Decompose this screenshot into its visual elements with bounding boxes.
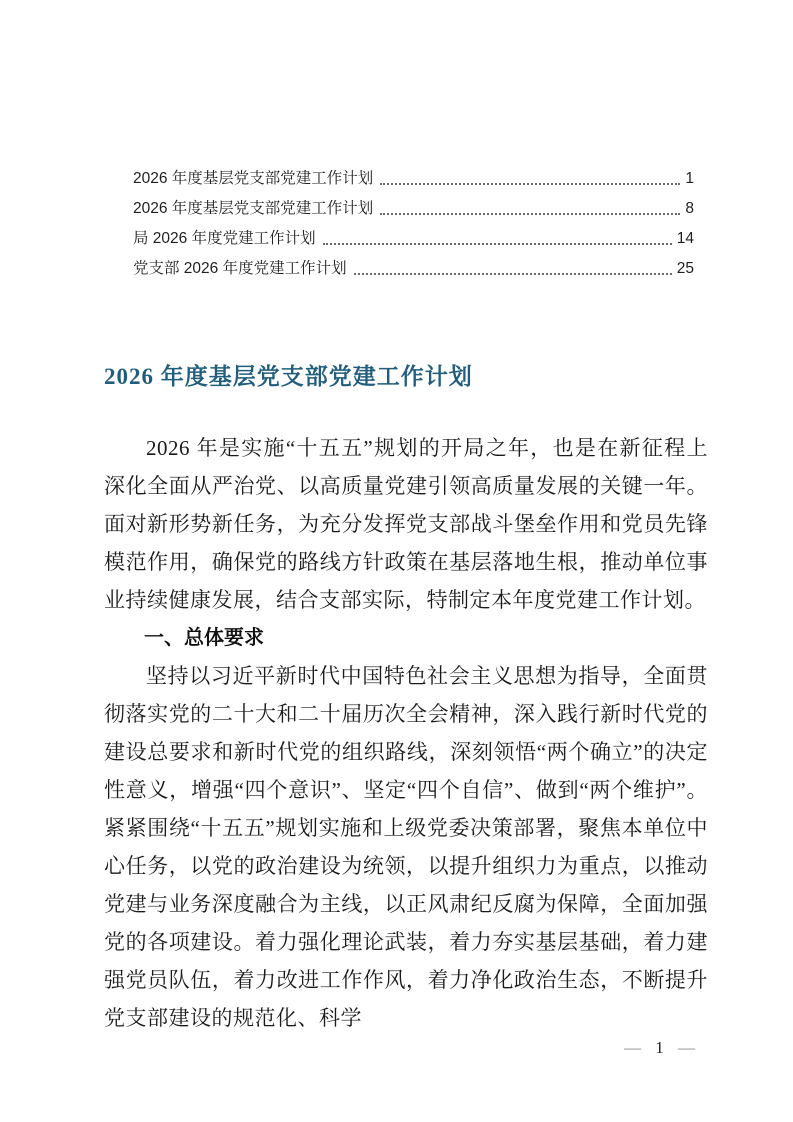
toc-page-number: 25 [676,260,694,277]
page-footer [624,1036,695,1060]
table-of-contents [133,164,694,284]
toc-entry[interactable] [133,164,694,194]
footer-dash-right: — [678,1038,695,1057]
intro-paragraph: 2026 年是实施“十五五”规划的开局之年，也是在新征程上深化全面从严治党、以高质量党建引领高质量发展的关键一年。面对新形势新任务，为充分发挥党支部战斗堡垒作用和党员先锋模范作用，确保党的路线方针政策在基层落地生根，推动单位事业持续健康发展，结合支部实际，特制定本年度党建工作计划。 [104,436,708,612]
section-heading: 一、总体要求 [144,627,264,649]
toc-entry[interactable] [133,194,694,224]
footer-page-number: 1 [655,1038,664,1057]
toc-page-number: 8 [685,200,694,217]
toc-page-number: 14 [676,230,694,247]
toc-entry-title: 局 2026 年度党建工作计划 [133,230,316,247]
toc-entry-title: 2026 年度基层党支部党建工作计划 [133,170,374,187]
toc-dotted-leader [380,183,680,185]
document-title: 2026 年度基层党支部党建工作计划 [104,364,473,390]
section-body-paragraph: 坚持以习近平新时代中国特色社会主义思想为指导，全面贯彻落实党的二十大和二十届历次全会精神，深入践行新时代党的建设总要求和新时代党的组织路线，深刻领悟“两个确立”的决定性意义，增强“四个意识”、坚定“四个自信”、做到“两个维护”。紧紧围绕“十五五”规划实施和上级党委决策部署，聚焦本单位中心任务，以党的政治建设为统领，以提升组织力为重点，以推动党建与业务深度融合为主线，以正风肃纪反腐为保障，全面加强党的各项建设。着力强化理论武装，着力夯实基层基础，着力建强党员队伍，着力改进工作作风，着力净化政治生态，不断提升党支部建设的规范化、科学 [104,664,708,1030]
toc-page-number: 1 [685,170,694,187]
toc-dotted-leader [323,243,672,245]
footer-dash-left: — [624,1038,641,1057]
toc-entry-title: 2026 年度基层党支部党建工作计划 [133,200,374,217]
toc-dotted-leader [380,213,680,215]
document-body [104,429,708,1037]
toc-entry[interactable] [133,254,694,284]
toc-entry[interactable] [133,224,694,254]
toc-entry-title: 党支部 2026 年度党建工作计划 [133,260,347,277]
toc-dotted-leader [354,273,672,275]
